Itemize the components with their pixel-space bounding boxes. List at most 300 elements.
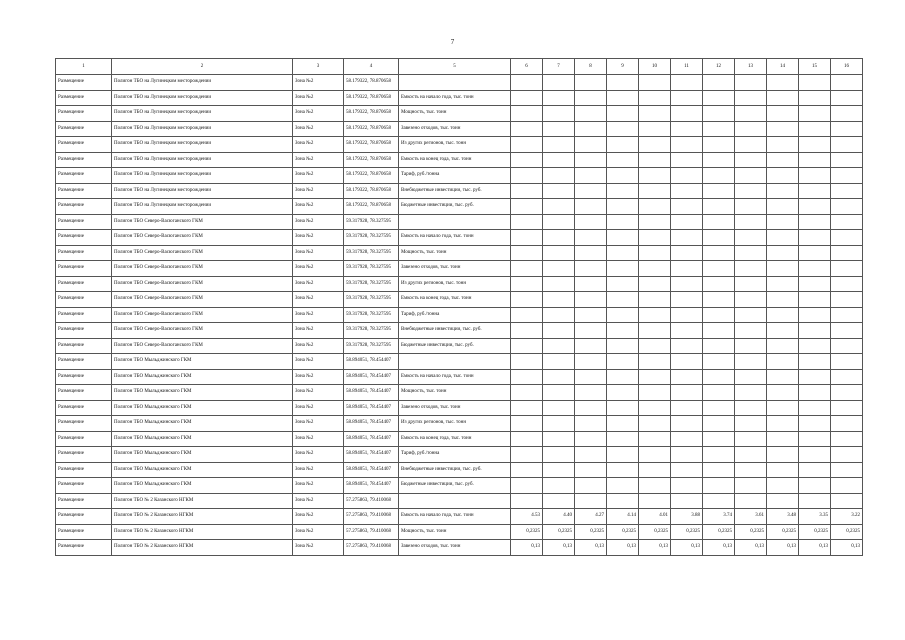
operation-cell: Размещение [56, 385, 112, 401]
year-value-cell [639, 214, 671, 230]
zone-cell: Зона №2 [293, 106, 344, 122]
year-value-cell [543, 292, 575, 308]
coordinates-cell: 58.894051, 78.454407 [344, 400, 399, 416]
year-value-cell [575, 416, 607, 432]
year-value-cell [735, 292, 767, 308]
year-value-cell [703, 245, 735, 261]
column-header-9: 9 [607, 59, 639, 75]
zone-cell: Зона №2 [293, 214, 344, 230]
year-value-cell [735, 493, 767, 509]
table-row [56, 152, 863, 168]
year-value-cell [607, 385, 639, 401]
year-value-cell [607, 338, 639, 354]
indicator-cell: Емкость на начало года, тыс. тонн [399, 230, 511, 246]
year-value-cell: 0,13 [831, 540, 863, 556]
year-value-cell [799, 168, 831, 184]
year-value-cell [799, 462, 831, 478]
zone-cell: Зона №2 [293, 400, 344, 416]
facility-name-cell: Полигон ТБО Северо-Васюганского ГКМ [112, 245, 293, 261]
year-value-cell [735, 462, 767, 478]
year-value-cell [671, 385, 703, 401]
facility-name-cell: Полигон ТБО на Лугинецком месторождении [112, 183, 293, 199]
year-value-cell: 4.14 [607, 509, 639, 525]
year-value-cell [543, 493, 575, 509]
year-value-cell [767, 245, 799, 261]
year-value-cell [639, 199, 671, 215]
operation-cell: Размещение [56, 338, 112, 354]
year-value-cell [511, 168, 543, 184]
year-value-cell: 0,13 [735, 540, 767, 556]
facility-name-cell: Полигон ТБО № 2 Казанского НГКМ [112, 509, 293, 525]
year-value-cell [799, 292, 831, 308]
year-value-cell [511, 90, 543, 106]
facility-name-cell: Полигон ТБО на Лугинецком месторождении [112, 75, 293, 91]
year-value-cell [735, 121, 767, 137]
year-value-cell [543, 75, 575, 91]
year-value-cell: 3.88 [671, 509, 703, 525]
year-value-cell: 0,13 [799, 540, 831, 556]
column-header-11: 11 [671, 59, 703, 75]
coordinates-cell: 58.179322, 78.870658 [344, 106, 399, 122]
year-value-cell [607, 462, 639, 478]
year-value-cell [543, 462, 575, 478]
year-value-cell [767, 354, 799, 370]
table-row [56, 416, 863, 432]
indicator-cell: Емкость на начало года, тыс. тонн [399, 509, 511, 525]
year-value-cell [671, 416, 703, 432]
year-value-cell [511, 323, 543, 339]
year-value-cell: 0,13 [543, 540, 575, 556]
year-value-cell [575, 121, 607, 137]
year-value-cell [543, 245, 575, 261]
table-row [56, 400, 863, 416]
year-value-cell [575, 199, 607, 215]
year-value-cell [607, 323, 639, 339]
year-value-cell [543, 121, 575, 137]
column-header-7: 7 [543, 59, 575, 75]
year-value-cell [703, 75, 735, 91]
coordinates-cell: 57.275863, 79.410068 [344, 540, 399, 556]
year-value-cell [575, 338, 607, 354]
indicator-cell [399, 75, 511, 91]
year-value-cell [543, 168, 575, 184]
year-value-cell [543, 261, 575, 277]
year-value-cell [511, 416, 543, 432]
year-value-cell [735, 369, 767, 385]
year-value-cell [575, 493, 607, 509]
table-row [56, 338, 863, 354]
year-value-cell [799, 183, 831, 199]
year-value-cell [511, 354, 543, 370]
year-value-cell [543, 400, 575, 416]
year-value-cell [639, 168, 671, 184]
table-row [56, 478, 863, 494]
year-value-cell [639, 245, 671, 261]
year-value-cell [607, 416, 639, 432]
year-value-cell [831, 106, 863, 122]
year-value-cell [511, 493, 543, 509]
operation-cell: Размещение [56, 276, 112, 292]
indicator-cell: Тариф, руб./тонна [399, 307, 511, 323]
operation-cell: Размещение [56, 230, 112, 246]
year-value-cell [639, 183, 671, 199]
year-value-cell [671, 152, 703, 168]
indicator-cell: Мощность, тыс. тонн [399, 385, 511, 401]
facility-name-cell: Полигон ТБО на Лугинецком месторождении [112, 106, 293, 122]
operation-cell: Размещение [56, 90, 112, 106]
year-value-cell [735, 431, 767, 447]
table-row [56, 524, 863, 540]
year-value-cell [639, 447, 671, 463]
table-row [56, 106, 863, 122]
year-value-cell [831, 230, 863, 246]
year-value-cell [607, 276, 639, 292]
year-value-cell [511, 230, 543, 246]
zone-cell: Зона №2 [293, 183, 344, 199]
year-value-cell: 0,2325 [767, 524, 799, 540]
table-row [56, 292, 863, 308]
year-value-cell [575, 276, 607, 292]
year-value-cell [799, 431, 831, 447]
operation-cell: Размещение [56, 137, 112, 153]
year-value-cell [511, 199, 543, 215]
zone-cell: Зона №2 [293, 493, 344, 509]
year-value-cell [767, 121, 799, 137]
year-value-cell [575, 307, 607, 323]
year-value-cell [831, 462, 863, 478]
year-value-cell [671, 230, 703, 246]
table-row [56, 509, 863, 525]
year-value-cell [831, 276, 863, 292]
coordinates-cell: 57.275863, 79.410068 [344, 509, 399, 525]
year-value-cell [639, 261, 671, 277]
year-value-cell [831, 385, 863, 401]
year-value-cell [767, 152, 799, 168]
year-value-cell [671, 338, 703, 354]
year-value-cell [671, 323, 703, 339]
year-value-cell [831, 245, 863, 261]
year-value-cell [799, 106, 831, 122]
zone-cell: Зона №2 [293, 431, 344, 447]
year-value-cell [671, 447, 703, 463]
zone-cell: Зона №2 [293, 276, 344, 292]
year-value-cell [799, 261, 831, 277]
year-value-cell [799, 416, 831, 432]
coordinates-cell: 59.317928, 78.327595 [344, 230, 399, 246]
year-value-cell [799, 214, 831, 230]
year-value-cell [511, 369, 543, 385]
year-value-cell [607, 75, 639, 91]
table-row [56, 230, 863, 246]
zone-cell: Зона №2 [293, 524, 344, 540]
year-value-cell [703, 354, 735, 370]
year-value-cell [799, 354, 831, 370]
year-value-cell [671, 261, 703, 277]
operation-cell: Размещение [56, 493, 112, 509]
year-value-cell [735, 137, 767, 153]
operation-cell: Размещение [56, 323, 112, 339]
table-row [56, 168, 863, 184]
year-value-cell [575, 106, 607, 122]
year-value-cell [575, 431, 607, 447]
year-value-cell [703, 214, 735, 230]
year-value-cell [831, 307, 863, 323]
year-value-cell [543, 137, 575, 153]
indicator-cell: Бюджетные инвестиции, тыс. руб. [399, 199, 511, 215]
year-value-cell [767, 431, 799, 447]
coordinates-cell: 58.894051, 78.454407 [344, 447, 399, 463]
year-value-cell [575, 323, 607, 339]
operation-cell: Размещение [56, 292, 112, 308]
year-value-cell [543, 416, 575, 432]
facility-name-cell: Полигон ТБО на Лугинецком месторождении [112, 90, 293, 106]
year-value-cell [831, 493, 863, 509]
table-row [56, 75, 863, 91]
facility-name-cell: Полигон ТБО Мыльджинского ГКМ [112, 416, 293, 432]
coordinates-cell: 57.275863, 79.410068 [344, 524, 399, 540]
year-value-cell [703, 137, 735, 153]
year-value-cell [767, 106, 799, 122]
year-value-cell [671, 90, 703, 106]
indicator-cell: Внебюджетные инвестиции, тыс. руб. [399, 462, 511, 478]
year-value-cell [799, 245, 831, 261]
year-value-cell [543, 106, 575, 122]
coordinates-cell: 59.317928, 78.327595 [344, 292, 399, 308]
year-value-cell [703, 400, 735, 416]
indicator-cell: Внебюджетные инвестиции, тыс. руб. [399, 183, 511, 199]
year-value-cell: 4.01 [639, 509, 671, 525]
year-value-cell [703, 493, 735, 509]
year-value-cell [767, 292, 799, 308]
year-value-cell [543, 90, 575, 106]
year-value-cell [671, 478, 703, 494]
year-value-cell [799, 90, 831, 106]
year-value-cell [511, 462, 543, 478]
year-value-cell [703, 431, 735, 447]
year-value-cell [639, 338, 671, 354]
year-value-cell [543, 276, 575, 292]
table-row [56, 183, 863, 199]
coordinates-cell: 58.894051, 78.454407 [344, 369, 399, 385]
table-row [56, 214, 863, 230]
year-value-cell [703, 230, 735, 246]
year-value-cell [735, 478, 767, 494]
year-value-cell [575, 137, 607, 153]
coordinates-cell: 58.179322, 78.870658 [344, 199, 399, 215]
year-value-cell [543, 369, 575, 385]
year-value-cell [511, 307, 543, 323]
year-value-cell [671, 292, 703, 308]
table-row [56, 90, 863, 106]
indicator-cell: Завезено отходов, тыс. тонн [399, 261, 511, 277]
operation-cell: Размещение [56, 214, 112, 230]
indicator-cell: Из других регионов, тыс. тонн [399, 137, 511, 153]
table-row [56, 540, 863, 556]
zone-cell: Зона №2 [293, 354, 344, 370]
facility-name-cell: Полигон ТБО № 2 Казанского НГКМ [112, 493, 293, 509]
year-value-cell [735, 199, 767, 215]
year-value-cell: 0,13 [639, 540, 671, 556]
year-value-cell: 3.48 [767, 509, 799, 525]
zone-cell: Зона №2 [293, 75, 344, 91]
indicator-cell: Завезено отходов, тыс. тонн [399, 400, 511, 416]
facility-name-cell: Полигон ТБО Северо-Васюганского ГКМ [112, 276, 293, 292]
year-value-cell [831, 90, 863, 106]
zone-cell: Зона №2 [293, 292, 344, 308]
year-value-cell: 0,2325 [671, 524, 703, 540]
year-value-cell [831, 121, 863, 137]
year-value-cell: 4.40 [543, 509, 575, 525]
year-value-cell [703, 416, 735, 432]
year-value-cell [607, 307, 639, 323]
year-value-cell [639, 152, 671, 168]
year-value-cell: 3.74 [703, 509, 735, 525]
year-value-cell [703, 276, 735, 292]
year-value-cell [703, 183, 735, 199]
year-value-cell [703, 323, 735, 339]
year-value-cell [511, 75, 543, 91]
operation-cell: Размещение [56, 400, 112, 416]
year-value-cell [767, 400, 799, 416]
year-value-cell [767, 462, 799, 478]
indicator-cell: Завезено отходов, тыс. тонн [399, 121, 511, 137]
year-value-cell [511, 121, 543, 137]
year-value-cell [735, 276, 767, 292]
indicator-cell: Тариф, руб./тонна [399, 168, 511, 184]
coordinates-cell: 59.317928, 78.327595 [344, 338, 399, 354]
year-value-cell [511, 152, 543, 168]
year-value-cell: 0,2325 [543, 524, 575, 540]
year-value-cell [735, 307, 767, 323]
year-value-cell: 0,2325 [607, 524, 639, 540]
column-header-16: 16 [831, 59, 863, 75]
year-value-cell [799, 338, 831, 354]
operation-cell: Размещение [56, 509, 112, 525]
zone-cell: Зона №2 [293, 121, 344, 137]
year-value-cell [767, 75, 799, 91]
coordinates-cell: 58.179322, 78.870658 [344, 75, 399, 91]
year-value-cell [639, 106, 671, 122]
zone-cell: Зона №2 [293, 509, 344, 525]
year-value-cell: 0,2325 [703, 524, 735, 540]
year-value-cell: 0,2325 [735, 524, 767, 540]
year-value-cell [607, 354, 639, 370]
coordinates-cell: 59.317928, 78.327595 [344, 261, 399, 277]
coordinates-cell: 59.317928, 78.327595 [344, 214, 399, 230]
year-value-cell [575, 152, 607, 168]
column-header-15: 15 [799, 59, 831, 75]
year-value-cell [671, 199, 703, 215]
year-value-cell: 0,2325 [799, 524, 831, 540]
table-row [56, 385, 863, 401]
year-value-cell [831, 323, 863, 339]
year-value-cell [639, 137, 671, 153]
coordinates-cell: 58.179322, 78.870658 [344, 183, 399, 199]
column-header-12: 12 [703, 59, 735, 75]
year-value-cell [511, 137, 543, 153]
year-value-cell: 3.22 [831, 509, 863, 525]
facility-name-cell: Полигон ТБО Северо-Васюганского ГКМ [112, 323, 293, 339]
coordinates-cell: 58.179322, 78.870658 [344, 137, 399, 153]
year-value-cell [799, 199, 831, 215]
year-value-cell [639, 462, 671, 478]
facility-name-cell: Полигон ТБО Северо-Васюганского ГКМ [112, 230, 293, 246]
year-value-cell [767, 276, 799, 292]
indicator-cell: Мощность, тыс. тонн [399, 106, 511, 122]
zone-cell: Зона №2 [293, 230, 344, 246]
year-value-cell [639, 230, 671, 246]
year-value-cell [735, 245, 767, 261]
operation-cell: Размещение [56, 462, 112, 478]
year-value-cell [767, 183, 799, 199]
year-value-cell [831, 354, 863, 370]
year-value-cell [671, 168, 703, 184]
year-value-cell: 0,2325 [575, 524, 607, 540]
operation-cell: Размещение [56, 524, 112, 540]
year-value-cell [543, 354, 575, 370]
year-value-cell [767, 385, 799, 401]
zone-cell: Зона №2 [293, 369, 344, 385]
year-value-cell [511, 385, 543, 401]
year-value-cell [511, 478, 543, 494]
table-row [56, 462, 863, 478]
table-row [56, 261, 863, 277]
year-value-cell [575, 369, 607, 385]
year-value-cell [703, 462, 735, 478]
zone-cell: Зона №2 [293, 462, 344, 478]
year-value-cell: 0,13 [511, 540, 543, 556]
operation-cell: Размещение [56, 540, 112, 556]
year-value-cell: 4.53 [511, 509, 543, 525]
year-value-cell [671, 431, 703, 447]
table-row [56, 431, 863, 447]
operation-cell: Размещение [56, 307, 112, 323]
year-value-cell [767, 478, 799, 494]
year-value-cell [735, 261, 767, 277]
year-value-cell [511, 245, 543, 261]
coordinates-cell: 58.894051, 78.454407 [344, 416, 399, 432]
year-value-cell [831, 338, 863, 354]
indicator-cell [399, 493, 511, 509]
year-value-cell [703, 369, 735, 385]
indicator-cell [399, 354, 511, 370]
year-value-cell [735, 354, 767, 370]
year-value-cell [735, 416, 767, 432]
year-value-cell [543, 447, 575, 463]
year-value-cell [703, 106, 735, 122]
zone-cell: Зона №2 [293, 168, 344, 184]
year-value-cell: 0,2325 [511, 524, 543, 540]
year-value-cell [607, 245, 639, 261]
year-value-cell [607, 431, 639, 447]
year-value-cell [639, 416, 671, 432]
year-value-cell [671, 276, 703, 292]
year-value-cell [831, 400, 863, 416]
coordinates-cell: 57.275863, 79.410068 [344, 493, 399, 509]
indicator-cell: Бюджетные инвестиции, тыс. руб. [399, 338, 511, 354]
coordinates-cell: 58.179322, 78.870658 [344, 121, 399, 137]
year-value-cell [703, 90, 735, 106]
year-value-cell [703, 447, 735, 463]
year-value-cell [607, 292, 639, 308]
year-value-cell [575, 478, 607, 494]
operation-cell: Размещение [56, 75, 112, 91]
zone-cell: Зона №2 [293, 307, 344, 323]
coordinates-cell: 58.894051, 78.454407 [344, 385, 399, 401]
year-value-cell [543, 385, 575, 401]
year-value-cell [831, 199, 863, 215]
zone-cell: Зона №2 [293, 385, 344, 401]
